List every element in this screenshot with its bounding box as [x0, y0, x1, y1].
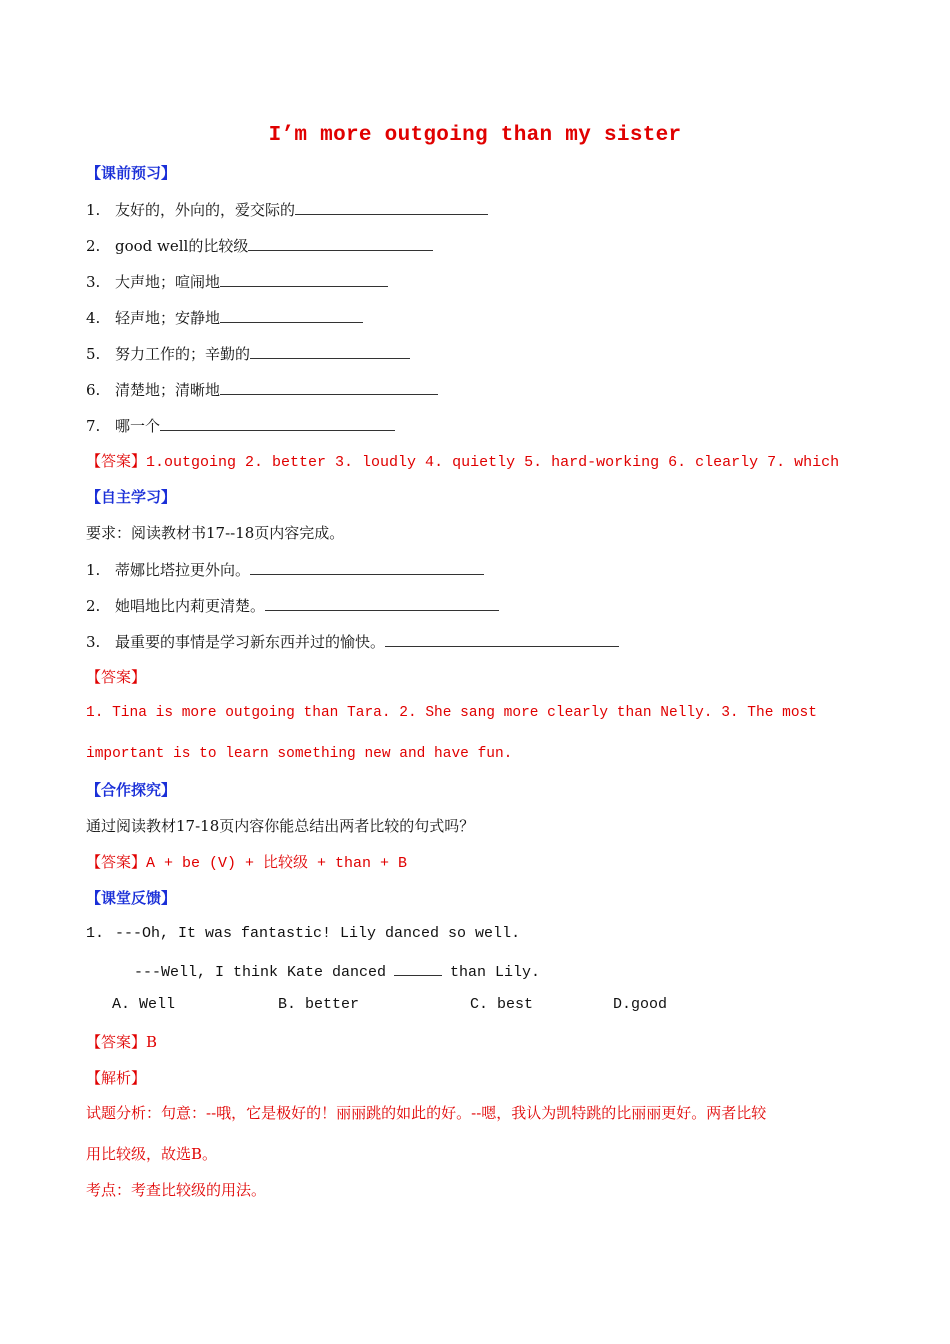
cooperation-question: 通过阅读教材17-18页内容你能总结出两者比较的句式吗？ [86, 817, 475, 835]
answer-blank [250, 343, 410, 359]
list-item: 4. 轻声地；安静地 [86, 307, 363, 328]
answer-label: 【答案】 [86, 853, 147, 871]
answer-blank [220, 307, 363, 323]
cooperation-answer [86, 852, 407, 874]
list-item: 5. 努力工作的；辛勤的 [86, 343, 410, 364]
self-study-answer-label: 【答案】 [86, 668, 147, 686]
list-item: 1. 友好的，外向的，爱交际的 [86, 199, 488, 220]
option-a: A. Well [112, 996, 176, 1013]
answer-blank [250, 559, 484, 575]
answer-blank [385, 631, 619, 647]
list-item: 7. 哪一个 [86, 415, 395, 436]
feedback-answer [86, 1032, 157, 1052]
answer-blank [248, 235, 433, 251]
question-line: 1. ---Oh, It was fantastic! Lily danced so well. [86, 925, 521, 942]
list-item: 3. 最重要的事情是学习新东西并过的愉快。 [86, 631, 619, 652]
answer-blank [394, 960, 442, 976]
answer-label: 【答案】 [86, 452, 147, 470]
list-item: 2. 她唱地比内莉更清楚。 [86, 595, 499, 616]
analysis-text: 用比较级，故选B。 [86, 1145, 218, 1163]
cooperation-heading: 【合作探究】 [86, 781, 177, 799]
analysis-label: 【解析】 [86, 1069, 147, 1087]
self-study-answer-line: 1. Tina is more outgoing than Tara. 2. She sang more clearly than Nelly. 3. The most [86, 705, 817, 721]
page-title: I’m more outgoing than my sister [268, 124, 682, 147]
answer-text: A + be (V) + 比较级 + than + B [146, 855, 408, 872]
option-c: C. best [470, 996, 534, 1013]
self-study-heading: 【自主学习】 [86, 488, 177, 506]
answer-blank [265, 595, 499, 611]
answer-blank [220, 379, 438, 395]
preview-heading: 【课前预习】 [86, 164, 177, 182]
list-item: 3. 大声地；喧闹地 [86, 271, 388, 292]
answer-text: 1.outgoing 2. better 3. loudly 4. quietly 5. hard-working 6. clearly 7. which [146, 454, 840, 471]
list-item: 6. 清楚地；清晰地 [86, 379, 438, 400]
analysis-text: 试题分析：句意：--哦，它是极好的！丽丽跳的如此的好。--嗯，我认为凯特跳的比丽丽更好。两者比较 [86, 1104, 767, 1122]
self-study-answer-line: important is to learn something new and have fun. [86, 746, 513, 762]
list-item: 2. good well的比较级 [86, 235, 433, 256]
feedback-heading: 【课堂反馈】 [86, 889, 177, 907]
answer-blank [295, 199, 488, 215]
answer-blank [220, 271, 388, 287]
answer-blank [160, 415, 395, 431]
answer-label: 【答案】 [86, 1033, 147, 1051]
self-study-requirement: 要求：阅读教材书17--18页内容完成。 [86, 524, 345, 542]
preview-answer [86, 451, 839, 473]
list-item: 1. 蒂娜比塔拉更外向。 [86, 559, 484, 580]
option-b: B. better [278, 996, 360, 1013]
option-d: D.good [613, 996, 668, 1013]
key-point: 考点：考查比较级的用法。 [86, 1181, 267, 1199]
answer-text: B [146, 1033, 158, 1051]
question-line: ---Well, I think Kate danced than Lily. [134, 960, 540, 983]
